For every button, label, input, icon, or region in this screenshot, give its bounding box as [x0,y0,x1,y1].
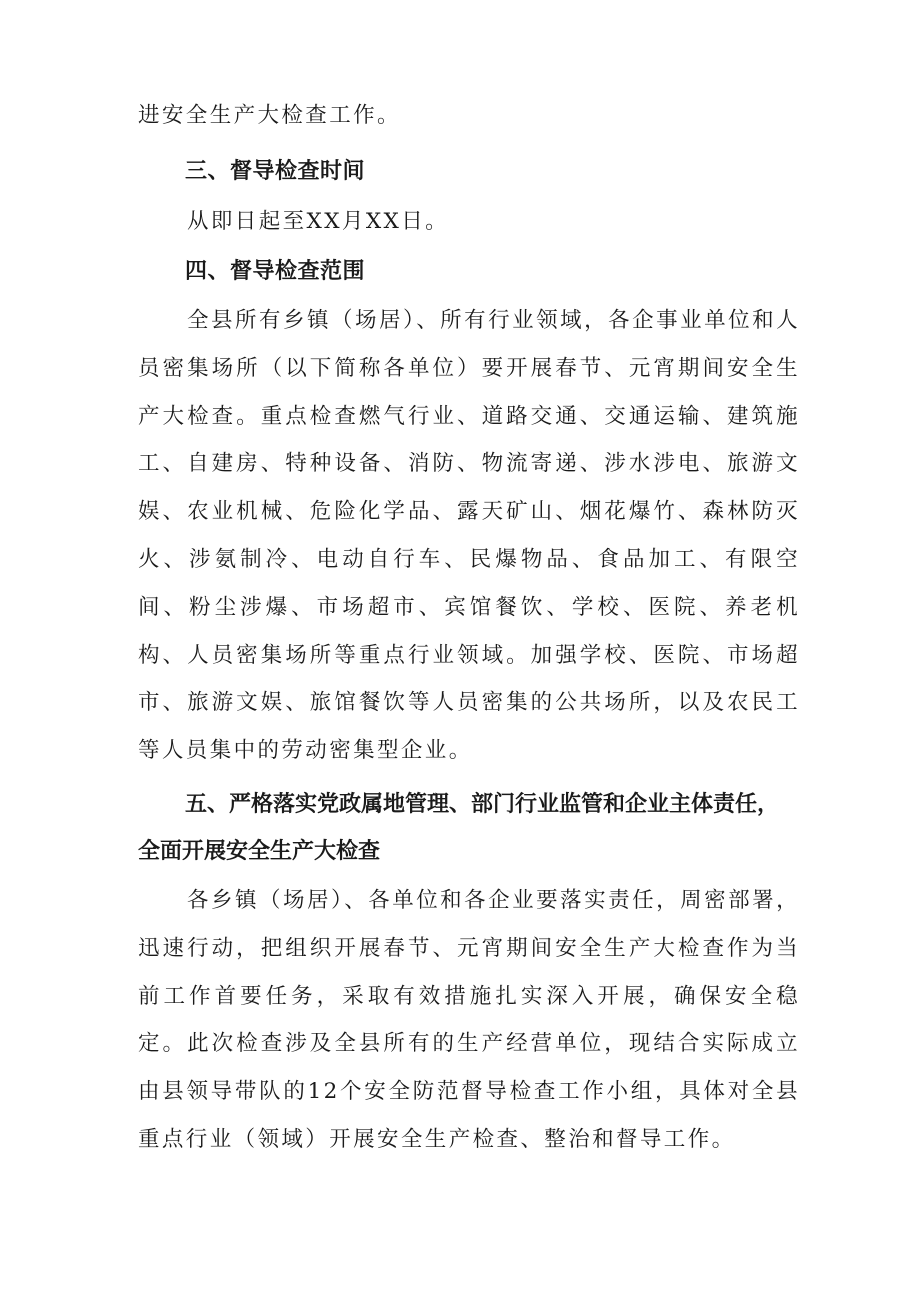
section-heading-time: 三、督导检查时间 [185,159,366,184]
paragraph-responsibility: 各乡镇（场居）、各单位和各企业要落实责任，周密部署，迅速行动，把组织开展春节、元宵期间安全生产大检查作为当前工作首要任务，采取有效措施扎实深入开展，确保安全稳定。此次检查涉及全县所有的生产经营单位，现结合实际成立由县领导带队的12个安全防范督导检查工作小组，具体对全县重点行业（领域）开展安全生产检查、整治和督导工作。 [138,888,800,1152]
section-heading-scope: 四、督导检查范围 [185,259,366,284]
paragraph-scope: 全县所有乡镇（场居）、所有行业领域，各企事业单位和人员密集场所（以下简称各单位）要开展春节、元宵期间安全生产大检查。重点检查燃气行业、道路交通、交通运输、建筑施工、自建房、特种设备、消防、物流寄递、涉水涉电、旅游文娱、农业机械、危险化学品、露天矿山、烟花爆竹、森林防灭火、涉氨制冷、电动自行车、民爆物品、食品加工、有限空间、粉尘涉爆、市场超市、宾馆餐饮、学校、医院、养老机构、人员密集场所等重点行业领域。加强学校、医院、市场超市、旅游文娱、旅馆餐饮等人员密集的公共场所，以及农民工等人员集中的劳动密集型企业。 [138,308,800,764]
paragraph-time: 从即日起至XX月XX日。 [187,209,450,234]
section-heading-responsibility: 五、严格落实党政属地管理、部门行业监管和企业主体责任，全面开展安全生产大检查 [138,792,780,864]
paragraph-continuation: 进安全生产大检查工作。 [138,103,401,128]
